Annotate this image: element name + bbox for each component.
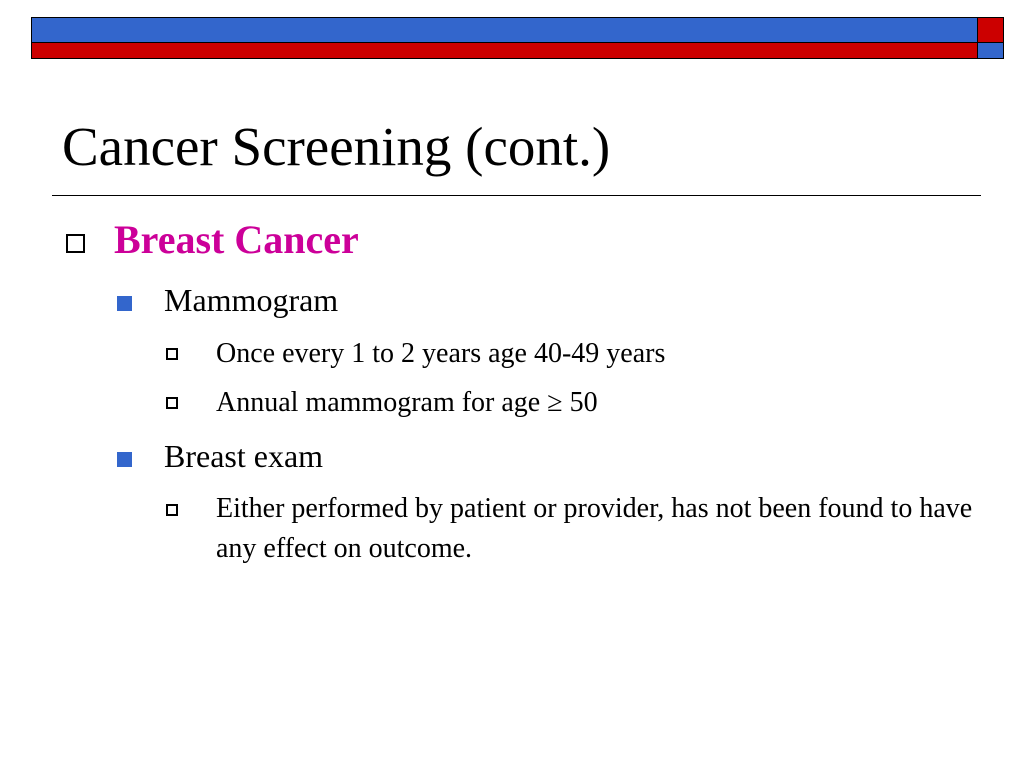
hollow-square-bullet-icon <box>66 234 85 253</box>
mammogram-point: Annual mammogram for age ≥ 50 <box>216 387 598 418</box>
header-square-blue <box>977 42 1004 59</box>
hollow-square-bullet-icon <box>166 348 178 360</box>
header-bar-blue <box>31 17 978 43</box>
solid-square-bullet-icon <box>117 452 132 467</box>
section-label-mammogram: Mammogram <box>164 282 339 318</box>
title-divider <box>52 195 981 196</box>
hollow-square-bullet-icon <box>166 504 178 516</box>
mammogram-point: Once every 1 to 2 years age 40-49 years <box>216 338 666 369</box>
solid-square-bullet-icon <box>117 296 132 311</box>
breast-exam-point: Either performed by patient or provider, has not been found to have any effect on outcome. <box>216 493 973 564</box>
heading-breast-cancer: Breast Cancer <box>114 217 359 262</box>
slide-title: Cancer Screening (cont.) <box>62 116 611 177</box>
header-square-red <box>977 17 1004 43</box>
section-label-breast-exam: Breast exam <box>164 438 324 474</box>
hollow-square-bullet-icon <box>166 397 178 409</box>
header-bar-red <box>31 42 978 59</box>
